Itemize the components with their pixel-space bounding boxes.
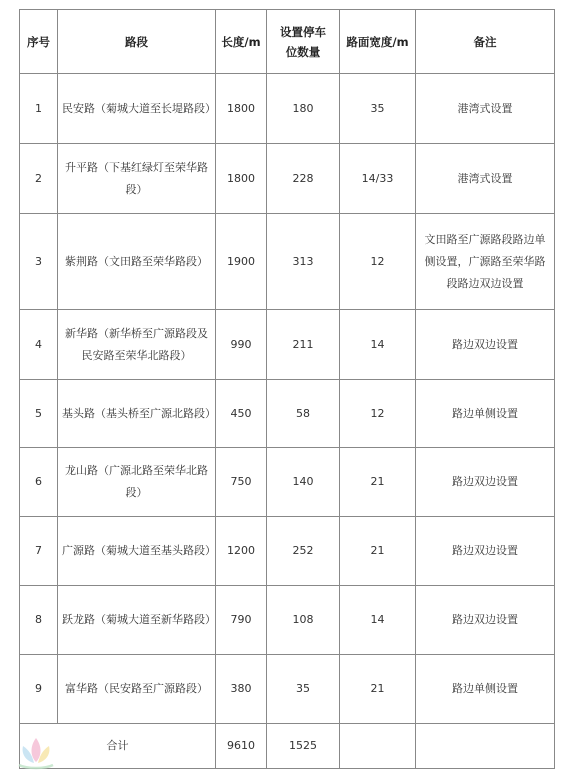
- lotus-logo-svg: [13, 732, 59, 772]
- cell-total-spaces: 1525: [267, 724, 340, 769]
- cell-road-width: 14: [340, 586, 416, 655]
- cell-road-width: 21: [340, 448, 416, 517]
- cell-length: 380: [216, 655, 267, 724]
- cell-road-width: 21: [340, 655, 416, 724]
- cell-road-width: 14: [340, 310, 416, 380]
- cell-length: 990: [216, 310, 267, 380]
- cell-parking-spaces: 180: [267, 74, 340, 144]
- header-remarks: 备注: [416, 10, 555, 74]
- table-row: [20, 586, 555, 655]
- cell-parking-spaces: 211: [267, 310, 340, 380]
- cell-length: 750: [216, 448, 267, 517]
- header-length: 长度/m: [216, 10, 267, 74]
- cell-parking-spaces: 108: [267, 586, 340, 655]
- cell-road-width: 12: [340, 380, 416, 448]
- cell-length: 790: [216, 586, 267, 655]
- cell-remarks: 文田路至广源路段路边单侧设置，广源路至荣华路段路边双边设置: [416, 214, 555, 310]
- table-row: [20, 310, 555, 380]
- cell-road-width: 12: [340, 214, 416, 310]
- cell-length: 1800: [216, 144, 267, 214]
- cell-remarks: 路边单侧设置: [416, 380, 555, 448]
- table-header-row: [20, 10, 555, 74]
- cell-parking-spaces: 35: [267, 655, 340, 724]
- cell-road-section: 升平路（下基红绿灯至荣华路段）: [58, 144, 216, 214]
- cell-parking-spaces: 228: [267, 144, 340, 214]
- cell-road-width: 21: [340, 517, 416, 586]
- cell-parking-spaces: 58: [267, 380, 340, 448]
- lotus-logo-icon: [13, 732, 59, 772]
- cell-road-section: 新华路（新华桥至广源路段及民安路至荣华北路段）: [58, 310, 216, 380]
- cell-length: 1900: [216, 214, 267, 310]
- cell-index: 4: [20, 310, 58, 380]
- cell-remarks: 港湾式设置: [416, 144, 555, 214]
- header-parking-spaces: 设置停车位数量: [267, 10, 340, 74]
- cell-length: 1200: [216, 517, 267, 586]
- cell-road-section: 富华路（民安路至广源路段）: [58, 655, 216, 724]
- total-row: [20, 724, 555, 769]
- header-road-section: 路段: [58, 10, 216, 74]
- cell-index: 1: [20, 74, 58, 144]
- cell-index: 8: [20, 586, 58, 655]
- cell-road-section: 跃龙路（菊城大道至新华路段）: [58, 586, 216, 655]
- cell-parking-spaces: 313: [267, 214, 340, 310]
- cell-total-length: 9610: [216, 724, 267, 769]
- cell-road-section: 龙山路（广源北路至荣华北路段）: [58, 448, 216, 517]
- cell-length: 450: [216, 380, 267, 448]
- cell-road-width: 14/33: [340, 144, 416, 214]
- cell-index: 2: [20, 144, 58, 214]
- cell-road-width: 35: [340, 74, 416, 144]
- table-row: [20, 380, 555, 448]
- cell-road-section: 民安路（菊城大道至长堤路段）: [58, 74, 216, 144]
- cell-total-label: 合计: [20, 724, 216, 769]
- cell-remarks: 路边双边设置: [416, 448, 555, 517]
- cell-road-section: 基头路（基头桥至广源北路段）: [58, 380, 216, 448]
- cell-remarks: 路边单侧设置: [416, 655, 555, 724]
- cell-remarks: 路边双边设置: [416, 310, 555, 380]
- header-road-width: 路面宽度/m: [340, 10, 416, 74]
- cell-parking-spaces: 252: [267, 517, 340, 586]
- cell-parking-spaces: 140: [267, 448, 340, 517]
- cell-total-width: [340, 724, 416, 769]
- cell-index: 6: [20, 448, 58, 517]
- header-index: 序号: [20, 10, 58, 74]
- table-row: [20, 144, 555, 214]
- cell-total-remarks: [416, 724, 555, 769]
- cell-index: 7: [20, 517, 58, 586]
- cell-length: 1800: [216, 74, 267, 144]
- table-row: [20, 74, 555, 144]
- cell-road-section: 广源路（菊城大道至基头路段）: [58, 517, 216, 586]
- parking-table: [19, 9, 555, 769]
- cell-remarks: 路边双边设置: [416, 586, 555, 655]
- cell-index: 5: [20, 380, 58, 448]
- cell-road-section: 紫荆路（文田路至荣华路段）: [58, 214, 216, 310]
- table-row: [20, 517, 555, 586]
- table-row: [20, 214, 555, 310]
- table-row: [20, 448, 555, 517]
- table-row: [20, 655, 555, 724]
- cell-remarks: 路边双边设置: [416, 517, 555, 586]
- cell-index: 9: [20, 655, 58, 724]
- cell-remarks: 港湾式设置: [416, 74, 555, 144]
- cell-index: 3: [20, 214, 58, 310]
